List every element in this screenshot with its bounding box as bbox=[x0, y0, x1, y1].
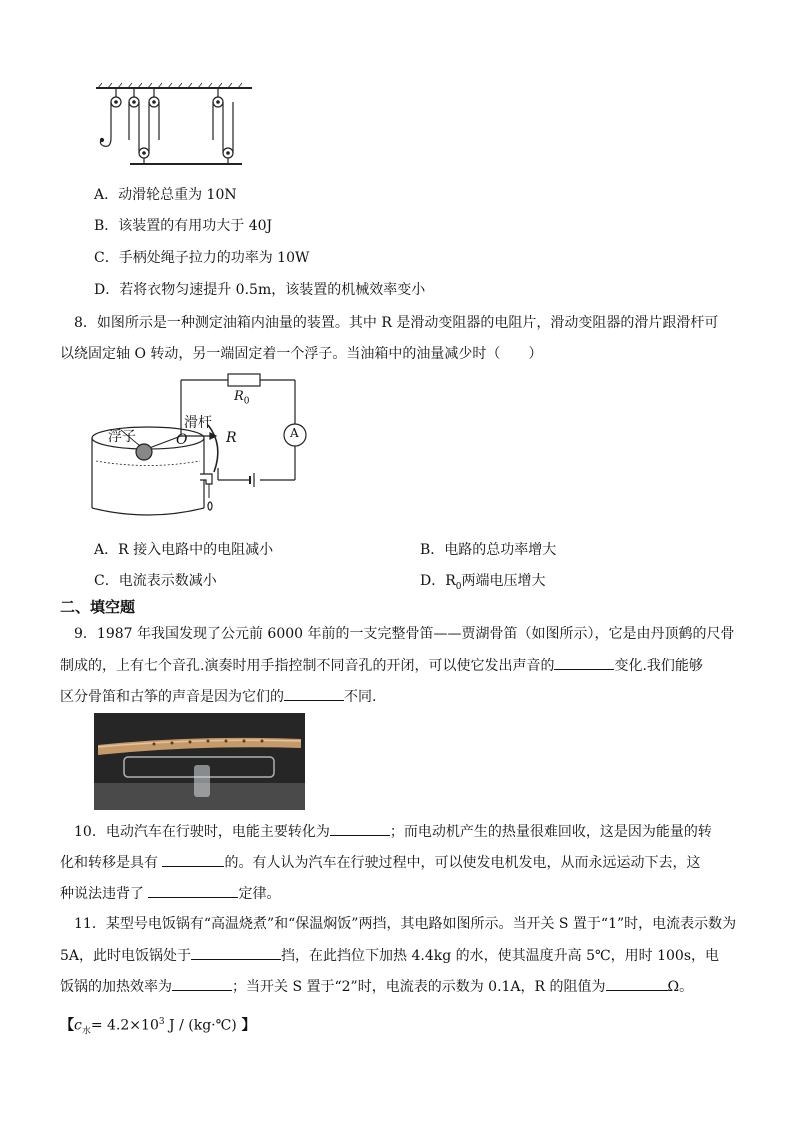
q11-stem-line2: 5A，此时电饭锅处于 挡，在此挡位下加热 4.4kg 的水，使其温度升高 5℃，用时 100s，电 bbox=[60, 945, 719, 966]
q10-stem-line3: 种说法违背了 定律。 bbox=[60, 883, 280, 904]
q11-specific-heat-formula: 【$c_水= 4.2\times 10^3$ J / (kg·℃) 】 bbox=[60, 1017, 256, 1037]
q10-stem-line2: 化和转移是具有 的。有人认为汽车在行驶过程中，可以使发电机发电，从而永远运动下去，这 bbox=[60, 852, 700, 873]
q7-option-d: D．若将衣物匀速提升 0.5m，该装置的机械效率变小 bbox=[94, 282, 426, 298]
q9-blank-2[interactable] bbox=[284, 686, 344, 701]
q7-option-a: A．动滑轮总重为 10N bbox=[94, 187, 237, 203]
q8-option-a: A．R 接入电路中的电阻减小 bbox=[94, 542, 274, 558]
q10-blank-1[interactable] bbox=[330, 821, 390, 836]
r0-resistor-symbol bbox=[228, 374, 260, 386]
q9-stem-line3: 区分骨笛和古筝的声音是因为它们的 不同. bbox=[60, 686, 376, 707]
q9-stem-line2: 制成的，上有七个音孔.演奏时用手指控制不同音孔的开闭，可以使它发出声音的 变化.我们能够 bbox=[60, 655, 703, 676]
q8-option-d: D．$R_0$两端电压增大 bbox=[420, 573, 546, 592]
q8-stem-line2: 以绕固定轴 O 转动，另一端固定着一个浮子。当油箱中的油量减少时（ ） bbox=[60, 346, 543, 362]
q11-stem-line1: 11．某型号电饭锅有“高温烧煮”和“保温焖饭”两挡，其电路如图所示。当开关 S 置于“1”时，电流表示数为 bbox=[74, 916, 737, 932]
q10-stem-line1: 10．电动汽车在行驶时，电能主要转化为 ；而电动机产生的热量很难回收，这是因为能量的转 bbox=[74, 821, 712, 842]
lever-label: 滑杆 bbox=[184, 415, 212, 431]
q11-blank-2[interactable] bbox=[172, 976, 232, 991]
q9-stem-line1: 9．1987 年我国发现了公元前 6000 年前的一支完整骨笛——贾湖骨笛（如图所示），它是由丹顶鹤的尺骨 bbox=[74, 626, 735, 642]
oil-gauge-circuit-figure bbox=[88, 370, 328, 530]
float-label: 浮子 bbox=[108, 429, 136, 445]
q11-blank-1[interactable] bbox=[191, 945, 281, 960]
pulley-system-figure bbox=[90, 80, 260, 170]
bone-flute-photo bbox=[94, 713, 305, 810]
q7-option-c: C．手柄处绳子拉力的功率为 10W bbox=[94, 250, 310, 266]
q10-blank-3[interactable] bbox=[148, 883, 238, 898]
ammeter-label: A bbox=[290, 426, 299, 440]
resistor-r-label: R bbox=[226, 430, 237, 446]
q7-option-b: B．该装置的有用功大于 40J bbox=[94, 218, 273, 234]
q10-blank-2[interactable] bbox=[162, 852, 224, 867]
section-fill-in-title: 二、填空题 bbox=[60, 598, 136, 616]
q8-option-c: C．电流表示数减小 bbox=[94, 573, 217, 589]
q11-stem-line3: 饭锅的加热效率为 ；当开关 S 置于“2”时，电流表的示数为 0.1A，R 的阻值为 Ω。 bbox=[60, 976, 693, 997]
r0-label: $R_0$ bbox=[234, 389, 250, 407]
q11-blank-3[interactable] bbox=[606, 976, 668, 991]
q8-stem-line1: 8．如图所示是一种测定油箱内油量的装置。其中 R 是滑动变阻器的电阻片，滑动变阻器的滑片跟滑杆可 bbox=[74, 315, 719, 331]
pivot-label: O bbox=[176, 432, 188, 448]
q8-option-b: B．电路的总功率增大 bbox=[420, 542, 557, 558]
q9-blank-1[interactable] bbox=[554, 655, 614, 670]
